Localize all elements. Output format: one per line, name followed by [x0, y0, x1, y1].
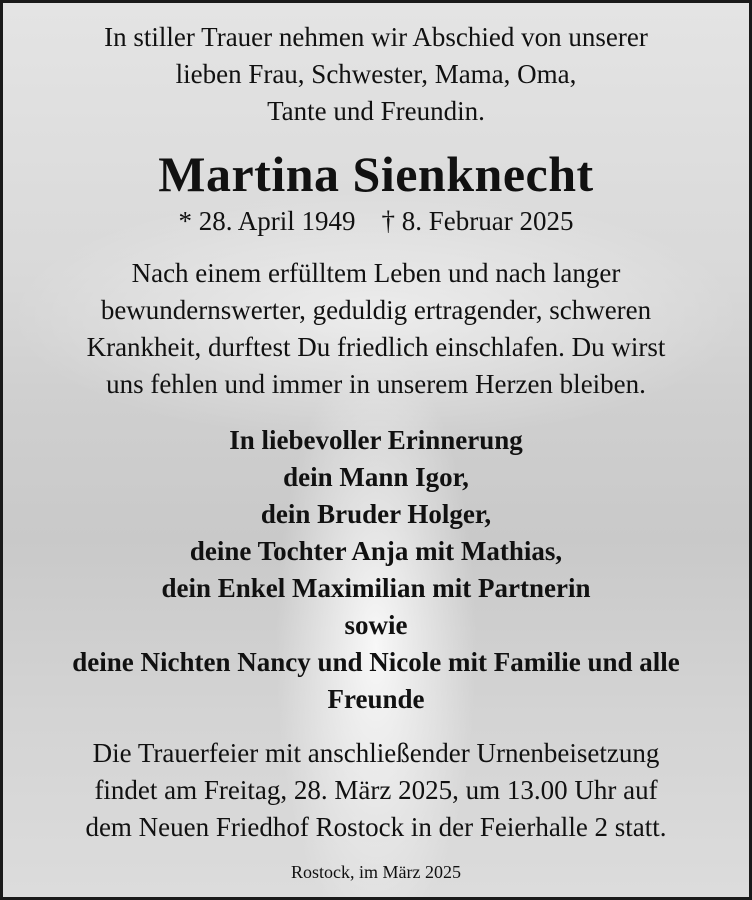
- death-date: † 8. Februar 2025: [381, 206, 574, 236]
- tribute-line: uns fehlen und immer in unserem Herzen bleiben.: [106, 369, 646, 399]
- place-and-date: Rostock, im März 2025: [291, 862, 461, 882]
- mourners-line: In liebevoller Erinnerung: [229, 425, 523, 455]
- mourners-line: deine Tochter Anja mit Mathias,: [189, 536, 563, 566]
- funeral-line: dem Neuen Friedhof Rostock in der Feierhalle 2 statt.: [85, 812, 667, 842]
- mourners-line: deine Nichten Nancy und Nicole mit Familie und alle: [72, 647, 680, 677]
- mourners-list: [3, 422, 749, 718]
- intro-line: lieben Frau, Schwester, Mama, Oma,: [175, 59, 577, 89]
- mourners-line: Freunde: [327, 684, 425, 714]
- intro-text: [3, 19, 749, 130]
- funeral-line: Die Trauerfeier mit anschließender Urnenbeisetzung: [92, 738, 660, 768]
- mourners-line: dein Mann Igor,: [283, 462, 469, 492]
- tribute-text: [3, 255, 749, 403]
- birth-date: * 28. April 1949: [178, 206, 356, 236]
- mourners-line: sowie: [344, 610, 408, 640]
- life-dates: [3, 202, 749, 240]
- intro-line: In stiller Trauer nehmen wir Abschied von unserer: [104, 22, 648, 52]
- tribute-line: Krankheit, durftest Du friedlich einschlafen. Du wirst: [86, 332, 666, 362]
- tribute-line: bewundernswerter, geduldig ertragender, schweren: [100, 295, 652, 325]
- tribute-line: Nach einem erfülltem Leben und nach langer: [131, 258, 621, 288]
- funeral-line: findet am Freitag, 28. März 2025, um 13.00 Uhr auf: [94, 775, 658, 805]
- deceased-name: Martina Sienknecht: [158, 146, 594, 202]
- mourners-line: dein Enkel Maximilian mit Partnerin: [161, 573, 591, 603]
- mourners-line: dein Bruder Holger,: [260, 499, 492, 529]
- intro-line: Tante und Freundin.: [267, 96, 485, 126]
- funeral-details: [3, 735, 749, 846]
